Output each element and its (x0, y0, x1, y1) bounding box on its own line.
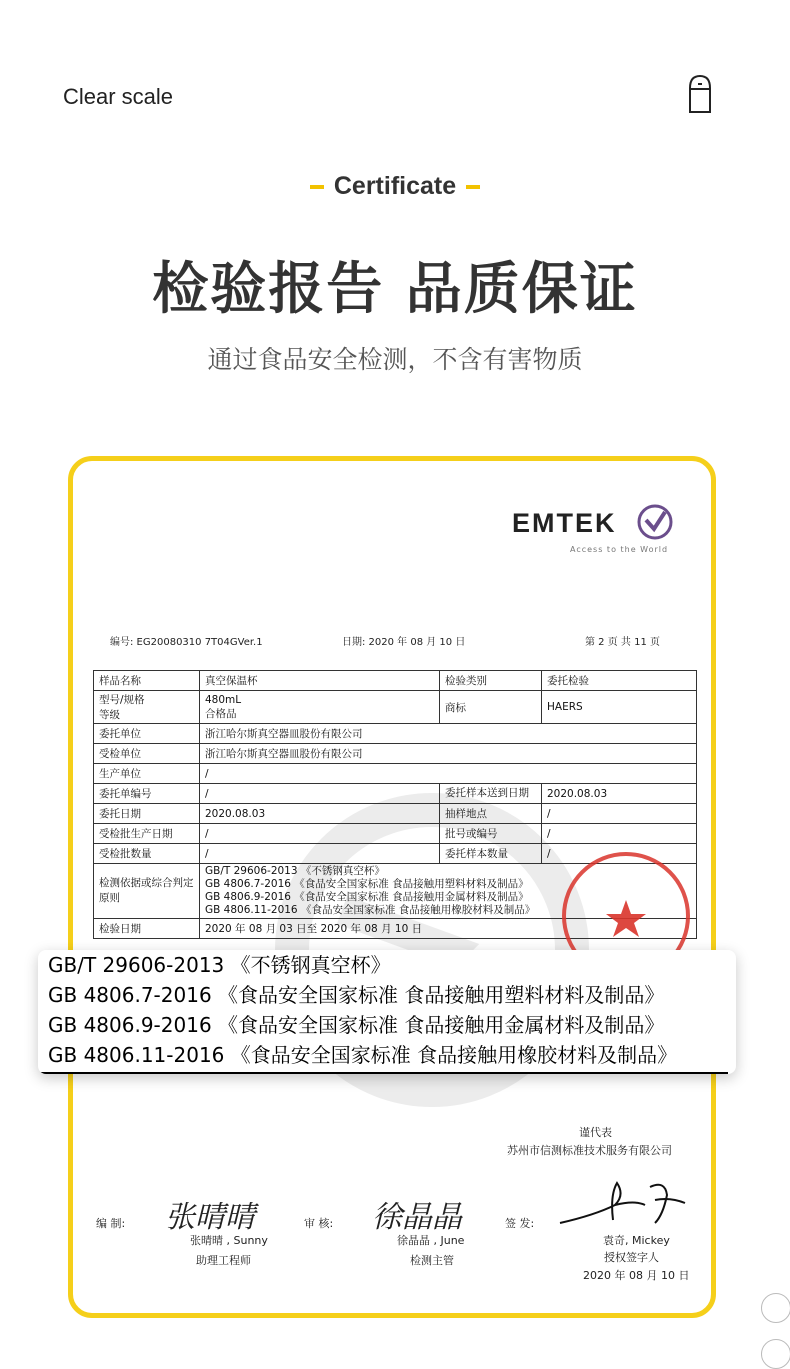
table-row (94, 764, 697, 784)
table-row (94, 691, 697, 724)
magnified-basis-panel (38, 950, 736, 1074)
compiler-label: 编 制: (96, 1217, 126, 1230)
table-cell (200, 691, 440, 724)
table-cell: / (542, 844, 697, 864)
table-label: 受检批生产日期 (94, 824, 200, 844)
reviewer-name: 徐晶晶 , June (397, 1234, 465, 1247)
table-label: 委托单编号 (94, 784, 200, 804)
dash-left (310, 185, 324, 189)
magnified-line: GB 4806.9-2016 《食品安全国家标准 食品接触用金属材料及制品》 (48, 1013, 665, 1037)
basis-line: GB/T 29606-2013 《不锈钢真空杯》 (205, 865, 385, 877)
table-row (94, 824, 697, 844)
report-number: 编号: EG20080310 7T04GVer.1 (110, 637, 263, 648)
table-row (94, 804, 697, 824)
float-button-bottom[interactable] (761, 1339, 790, 1369)
basis-line: GB 4806.9-2016 《食品安全国家标准 食品接触用金属材料及制品》 (205, 891, 529, 903)
table-label: 委托样本送到日期 (440, 784, 542, 804)
table-cell: 2020 年 08 月 03 日至 2020 年 08 月 10 日 (200, 919, 697, 939)
basis-line: GB 4806.11-2016 《食品安全国家标准 食品接触用橡胶材料及制品》 (205, 904, 536, 916)
table-cell: / (200, 784, 440, 804)
magnified-line: GB/T 29606-2013 《不锈钢真空杯》 (48, 953, 391, 977)
table-label: 检验日期 (94, 919, 200, 939)
section-label-text: Certificate (333, 172, 457, 200)
reviewer-signature: 徐晶晶 (372, 1200, 462, 1235)
table-label: 受检单位 (94, 744, 200, 764)
table-label: 检验类别 (440, 671, 542, 691)
logo-text: EMTEK (512, 508, 617, 538)
compiler-name: 张晴晴 , Sunny (190, 1234, 268, 1247)
signer-title: 授权签字人 (604, 1251, 659, 1264)
page-title: 检验报告 品质保证 (152, 257, 638, 322)
table-label: 检测依据或综合判定原则 (94, 864, 200, 919)
table-label: 批号或编号 (440, 824, 542, 844)
grade-label: 等级 (99, 709, 120, 721)
table-cell: 浙江哈尔斯真空器皿股份有限公司 (200, 744, 697, 764)
issuer-company: 苏州市信测标准技术服务有限公司 (507, 1144, 672, 1157)
table-cell: / (200, 824, 440, 844)
signer-signature (555, 1175, 695, 1235)
basis-line: GB 4806.7-2016 《食品安全国家标准 食品接触用塑料材料及制品》 (205, 878, 529, 890)
float-button-top[interactable] (761, 1293, 790, 1323)
signer-name: 袁奇, Mickey (603, 1234, 670, 1247)
reviewer-label: 审 核: (304, 1217, 334, 1230)
brand-name: Clear scale (63, 84, 174, 109)
table-cell: 2020.08.03 (200, 804, 440, 824)
report-date: 日期: 2020 年 08 月 10 日 (342, 637, 466, 648)
table-label: 受检批数量 (94, 844, 200, 864)
reviewer-title: 检测主管 (410, 1254, 454, 1267)
magnified-underline (38, 1072, 728, 1074)
compiler-title: 助理工程师 (196, 1254, 251, 1267)
table-cell: 浙江哈尔斯真空器皿股份有限公司 (200, 724, 697, 744)
model-label: 型号/规格 (99, 694, 145, 706)
table-label: 商标 (440, 691, 542, 724)
section-label (0, 172, 790, 201)
table-cell: / (200, 844, 440, 864)
issuer-representative: 谨代表 (579, 1126, 612, 1139)
table-row (94, 671, 697, 691)
table-label: 样品名称 (94, 671, 200, 691)
report-page: 第 2 页 共 11 页 (585, 637, 660, 648)
page-subtitle: 通过食品安全检测，不含有害物质 (207, 345, 583, 374)
table-cell: / (200, 764, 697, 784)
table-label: 抽样地点 (440, 804, 542, 824)
table-label: 委托日期 (94, 804, 200, 824)
bottle-icon[interactable] (684, 72, 716, 116)
table-cell: HAERS (542, 691, 697, 724)
table-label: 委托样本数量 (440, 844, 542, 864)
table-label (94, 691, 200, 724)
compiler-signature: 张晴晴 (165, 1200, 255, 1235)
magnified-line: GB 4806.11-2016 《食品安全国家标准 食品接触用橡胶材料及制品》 (48, 1043, 678, 1067)
logo-tagline: Access to the World (570, 545, 669, 554)
table-cell: / (542, 804, 697, 824)
table-cell: 2020.08.03 (542, 784, 697, 804)
table-cell: 真空保温杯 (200, 671, 440, 691)
table-row (94, 724, 697, 744)
table-label: 生产单位 (94, 764, 200, 784)
grade-value: 合格品 (205, 707, 237, 720)
dash-right (466, 185, 480, 189)
magnified-line: GB 4806.7-2016 《食品安全国家标准 食品接触用塑料材料及制品》 (48, 983, 665, 1007)
logo-check-icon (636, 503, 674, 541)
table-row (94, 744, 697, 764)
table-cell: 委托检验 (542, 671, 697, 691)
table-label: 委托单位 (94, 724, 200, 744)
model-value: 480mL (205, 693, 242, 706)
signer-label: 签 发: (505, 1217, 535, 1230)
signer-date: 2020 年 08 月 10 日 (583, 1269, 690, 1282)
table-cell: / (542, 824, 697, 844)
table-row (94, 784, 697, 804)
